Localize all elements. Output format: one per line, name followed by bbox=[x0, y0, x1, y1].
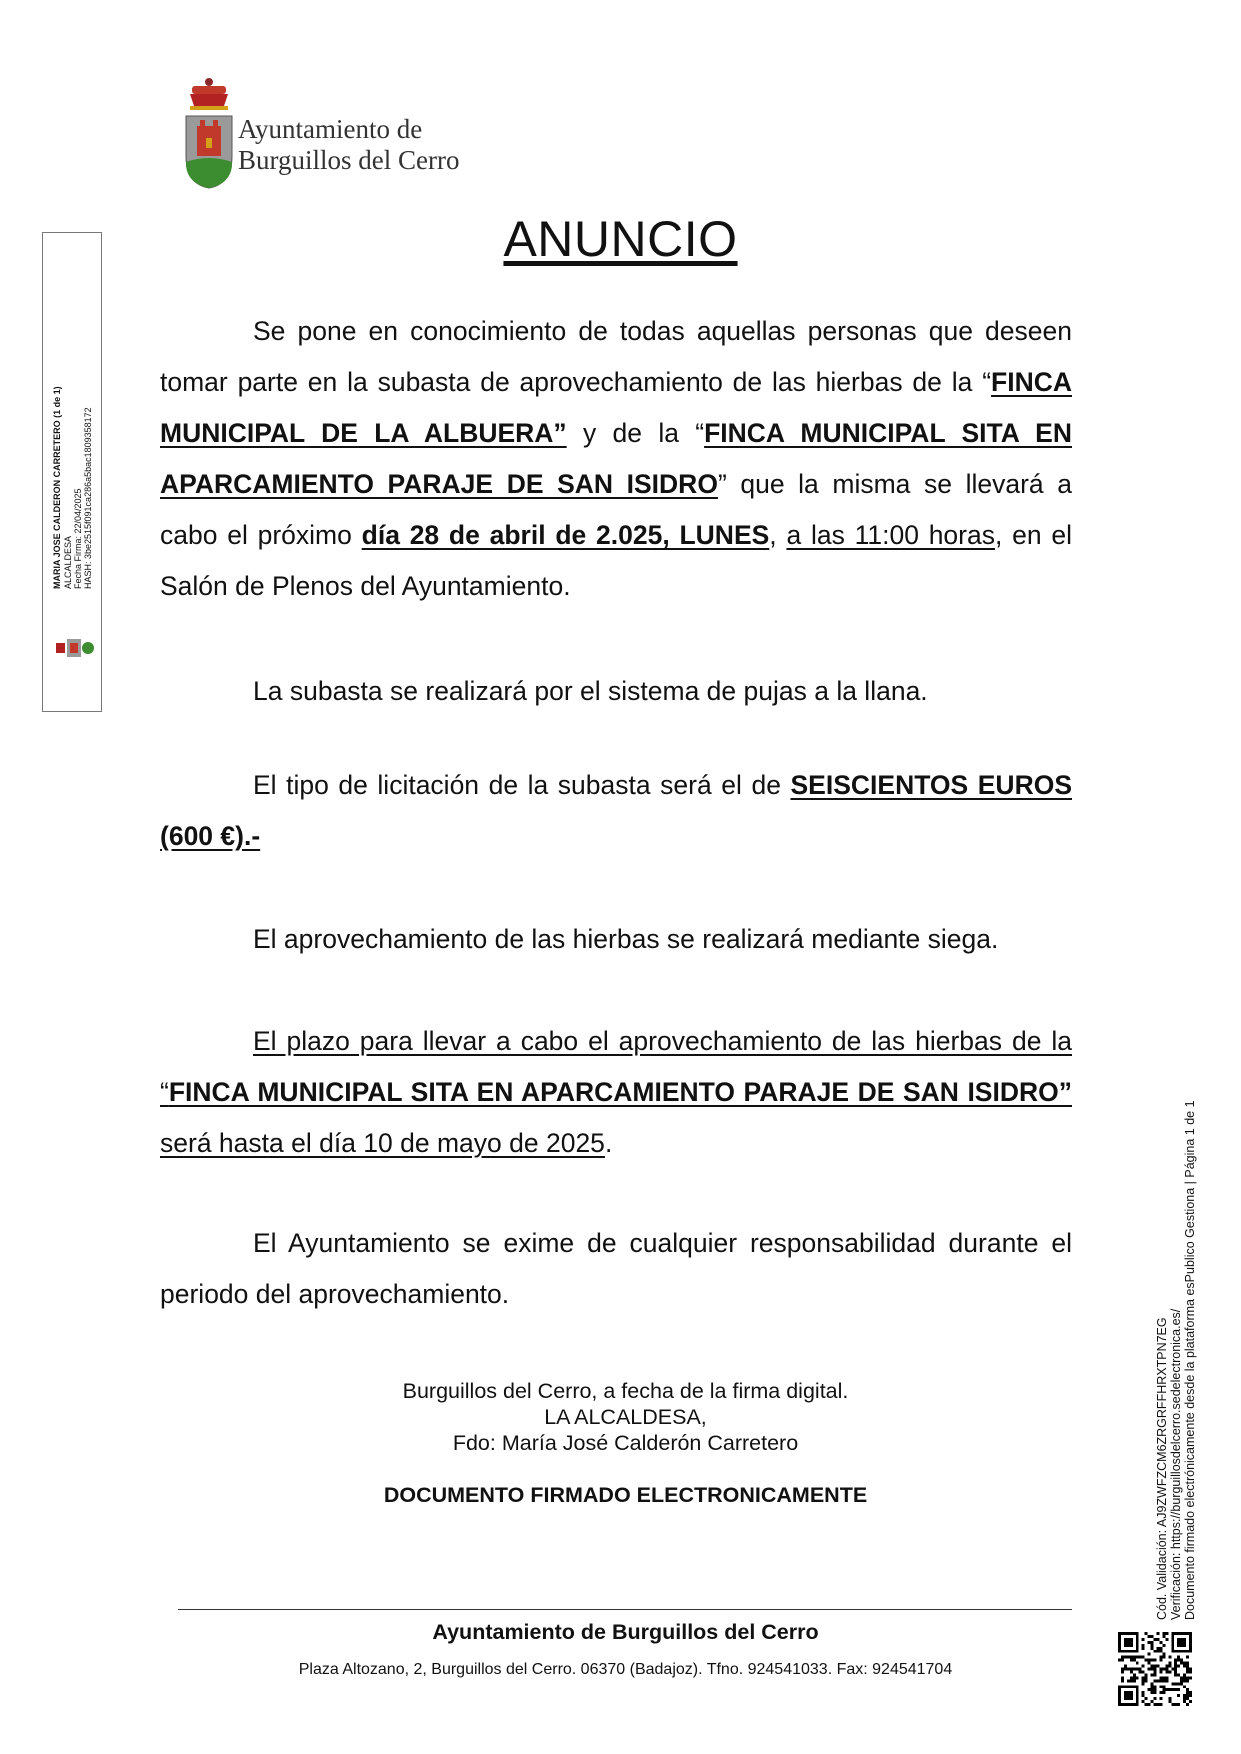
paragraph-deadline bbox=[160, 1016, 1072, 1169]
validation-note: Documento firmado electrónicamente desde la plataforma esPublico Gestiona | Página 1 de 1 bbox=[1183, 1100, 1197, 1620]
signature-date: Fecha Firma: 22/04/2025 bbox=[73, 488, 83, 589]
signer-role: ALCALDESA bbox=[63, 535, 73, 589]
signature-hash: HASH: 3be2515f091ca286a5bac1809358172 bbox=[83, 407, 93, 589]
logo-line-2: Burguillos del Cerro bbox=[238, 145, 460, 175]
signature-note: DOCUMENTO FIRMADO ELECTRONICAMENTE bbox=[383, 1483, 868, 1507]
qr-code-icon bbox=[1118, 1632, 1192, 1706]
footer-organization: Ayuntamiento de Burguillos del Cerro bbox=[432, 1620, 819, 1644]
signature-role: LA ALCALDESA, bbox=[544, 1405, 707, 1429]
auction-price: SEISCIENTOS EUROS (600 €).- bbox=[160, 770, 1072, 851]
seal-icon bbox=[54, 635, 94, 661]
paragraph-method: El aprovechamiento de las hierbas se realizará mediante siega. bbox=[253, 924, 999, 954]
municipal-logo bbox=[180, 76, 470, 191]
auction-time: a las 11:00 horas bbox=[786, 520, 995, 550]
finca-san-isidro: FINCA MUNICIPAL SITA EN APARCAMIENTO PARAJE DE SAN ISIDRO” bbox=[168, 1077, 1072, 1107]
logo-text bbox=[238, 114, 459, 176]
paragraph-bidding-system: La subasta se realizará por el sistema de pujas a la llana. bbox=[253, 676, 928, 706]
auction-date: día 28 de abril de 2.025, LUNES bbox=[361, 520, 770, 550]
text: , bbox=[769, 520, 787, 550]
verification-url: Verificación: https://burguillosdelcerro.sedelectronica.es/ bbox=[1169, 1308, 1183, 1620]
finca-albuera: FINCA MUNICIPAL DE LA ALBUERA” bbox=[160, 367, 1072, 448]
text: , en el Salón de Plenos del Ayuntamiento. bbox=[160, 520, 1072, 601]
text: ” que la misma se llevará a cabo el próximo bbox=[160, 469, 1072, 550]
coat-of-arms-icon bbox=[180, 76, 238, 191]
text: . bbox=[604, 1128, 613, 1158]
signature-place-date: Burguillos del Cerro, a fecha de la firma digital. bbox=[402, 1379, 849, 1403]
document-title: ANUNCIO bbox=[503, 211, 738, 267]
signer-name: MARIA JOSE CALDERON CARRETERO (1 de 1) bbox=[52, 386, 62, 589]
logo-line-1: Ayuntamiento de bbox=[238, 114, 423, 144]
validation-code: Cód. Validación: AJ9ZWFZCM6ZRGRFFHRXTPN7EG bbox=[1155, 1317, 1169, 1620]
deadline: será hasta el día 10 de mayo de 2025 bbox=[160, 1128, 605, 1158]
text: y de la “ bbox=[566, 418, 705, 448]
paragraph-price bbox=[160, 760, 1072, 862]
paragraph-responsibility: El Ayuntamiento se exime de cualquier responsabilidad durante el periodo del aprovechamiento. bbox=[160, 1228, 1072, 1309]
footer-address: Plaza Altozano, 2, Burguillos del Cerro. 06370 (Badajoz). Tfno. 924541033. Fax: 924541704 bbox=[298, 1661, 953, 1678]
paragraph-auction-notice bbox=[160, 306, 1072, 612]
finca-san-isidro: FINCA MUNICIPAL SITA EN APARCAMIENTO PARAJE DE SAN ISIDRO bbox=[160, 418, 1072, 499]
footer-divider bbox=[178, 1609, 1072, 1610]
signature-name: Fdo: María José Calderón Carretero bbox=[452, 1431, 799, 1455]
text: El tipo de licitación de la subasta será el de bbox=[253, 770, 791, 800]
text: Se pone en conocimiento de todas aquellas personas que deseen tomar parte en la subasta de aprovechamiento de las hierbas de la “ bbox=[160, 316, 1072, 397]
text: El plazo para llevar a cabo el aprovechamiento de las hierbas de la “ bbox=[160, 1026, 1072, 1107]
signature-stamp-box bbox=[42, 232, 102, 712]
